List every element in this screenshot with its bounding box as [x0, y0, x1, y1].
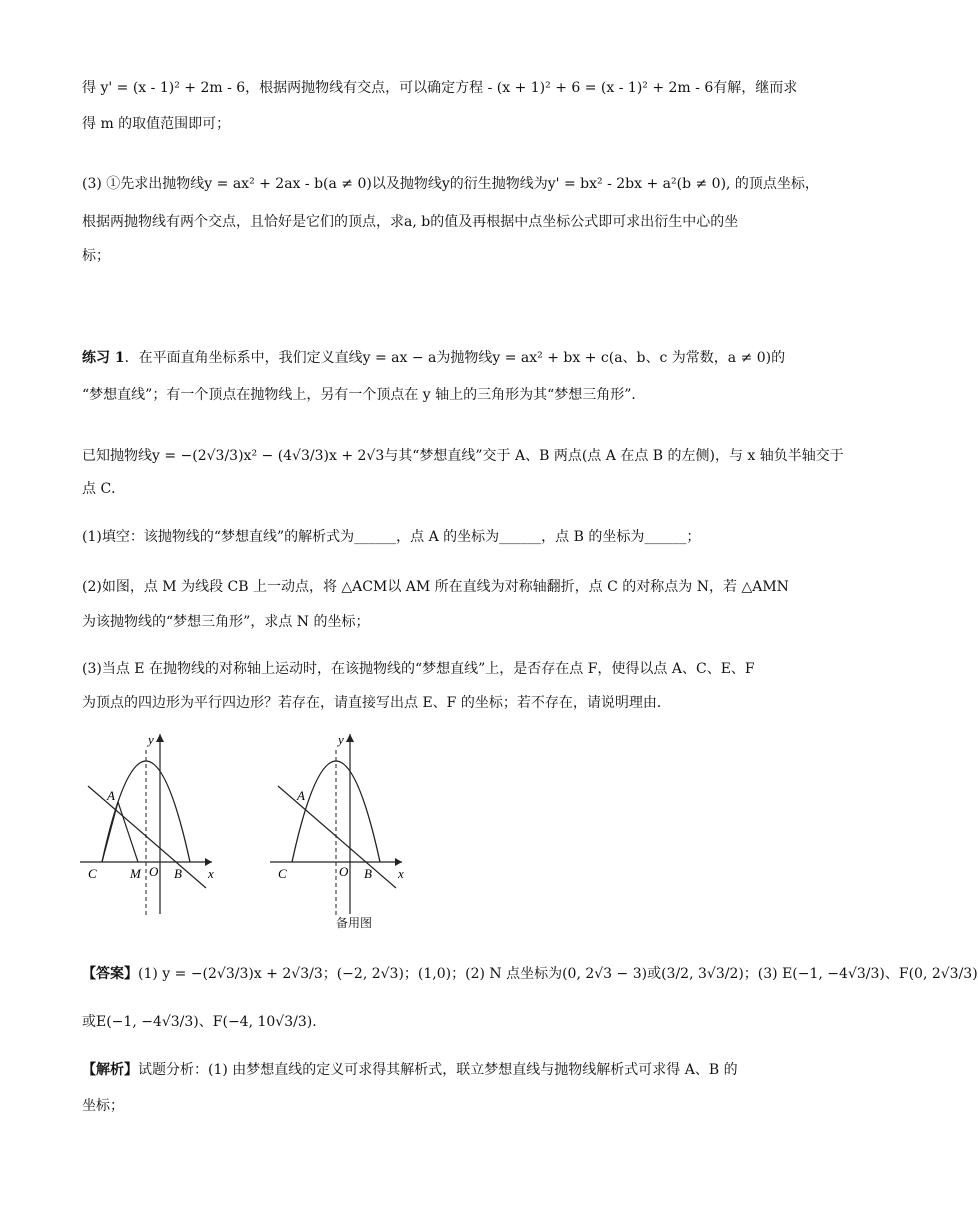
- analysis-line-2: 坐标；: [82, 1098, 124, 1114]
- given-line-2: 点 C．: [82, 481, 126, 497]
- dream-line: [88, 786, 206, 888]
- answer-line-2: 或E(−1, −4√3/3)、F(−4, 10√3/3).: [82, 1014, 317, 1030]
- analysis-label: 【解析】: [82, 1062, 138, 1078]
- label-c: C: [88, 866, 97, 881]
- figure-2-caption: 备用图: [336, 916, 373, 930]
- exercise-intro-line-2: “梦想直线”；有一个顶点在抛物线上，另有一个顶点在 y 轴上的三角形为其“梦想三角形”．: [82, 387, 646, 403]
- x-axis-arrow: [205, 858, 212, 866]
- x-axis-arrow: [395, 858, 402, 866]
- text-line-2: 得 m 的取值范围即可；: [82, 116, 231, 132]
- label-x: x: [398, 866, 404, 881]
- exercise-intro-line-1: [82, 348, 786, 368]
- question-3-line-2: 为顶点的四边形为平行四边形？若存在，请直接写出点 E、F 的坐标；若不存在，请说明理由．: [82, 695, 671, 711]
- exercise-intro-text: ．在平面直角坐标系中，我们定义直线y = ax − a为抛物线y = ax² + bx + c(a、b、c 为常数，a ≠ 0)的: [124, 350, 786, 366]
- label-x: x: [208, 866, 214, 881]
- given-line-1: 已知抛物线y = −(2√3/3)x² − (4√3/3)x + 2√3与其“梦想直线”交于 A、B 两点(点 A 在点 B 的左侧)，与 x 轴负半轴交于: [82, 448, 844, 464]
- text-line-4: 根据两抛物线有两个交点，且恰好是它们的顶点，求a, b的值及再根据中点坐标公式即可求出衍生中心的坐: [82, 214, 739, 230]
- label-a: A: [297, 788, 305, 803]
- label-y: y: [338, 732, 344, 747]
- figure-2-svg: [270, 728, 420, 918]
- y-axis-arrow: [346, 734, 354, 742]
- answer-label: 【答案】: [82, 966, 138, 982]
- question-1: (1)填空：该抛物线的“梦想直线”的解析式为______，点 A 的坐标为______，点 B 的坐标为______；: [82, 529, 701, 545]
- figure-1: [80, 728, 230, 918]
- analysis-line-1: [82, 1060, 782, 1080]
- label-b: B: [174, 866, 182, 881]
- text-line-1: 得 y' = (x - 1)² + 2m - 6，根据两抛物线有交点，可以确定方程 - (x + 1)² + 6 = (x - 1)² + 2m - 6有解，继而求: [82, 80, 798, 96]
- figure-1-svg: [80, 728, 230, 918]
- segment-am: [118, 802, 138, 862]
- label-b: B: [364, 866, 372, 881]
- figure-2: [270, 728, 420, 918]
- question-2-line-1: (2)如图，点 M 为线段 CB 上一动点，将 △ACM以 AM 所在直线为对称轴翻折，点 C 的对称点为 N，若 △AMN: [82, 579, 789, 595]
- label-o: O: [339, 864, 349, 879]
- question-3-line-1: (3)当点 E 在抛物线的对称轴上运动时，在该抛物线的“梦想直线”上，是否存在点 F，使得以点 A、C、E、F: [82, 661, 755, 677]
- segment-ca: [102, 802, 118, 862]
- text-line-3: (3) ①先求出抛物线y = ax² + 2ax - b(a ≠ 0)以及抛物线y的衍生抛物线为y' = bx² - 2bx + a²(b ≠ 0), 的顶点坐标，: [82, 176, 819, 192]
- label-m: M: [130, 866, 141, 881]
- question-2-line-2: 为该抛物线的“梦想三角形”，求点 N 的坐标；: [82, 614, 370, 630]
- parabola: [292, 761, 380, 862]
- text-line-5: 标；: [82, 248, 110, 264]
- y-axis-arrow: [156, 734, 164, 742]
- dream-line: [278, 786, 396, 888]
- exercise-label: 练习 1: [82, 350, 125, 366]
- answer-line-1: [82, 964, 978, 984]
- label-o: O: [149, 864, 159, 879]
- label-c: C: [278, 866, 287, 881]
- answer-text: (1) y = −(2√3/3)x + 2√3/3；(−2, 2√3)；(1,0)；(2) N 点坐标为(0, 2√3 − 3)或(3/2, 3√3/2)；(3) E(−1, −4√3/3)、F(0, 2√3/3): [138, 966, 978, 982]
- analysis-text: 试题分析：(1) 由梦想直线的定义可求得其解析式，联立梦想直线与抛物线解析式可求得 A、B 的: [138, 1062, 738, 1078]
- label-a: A: [107, 788, 115, 803]
- label-y: y: [148, 732, 154, 747]
